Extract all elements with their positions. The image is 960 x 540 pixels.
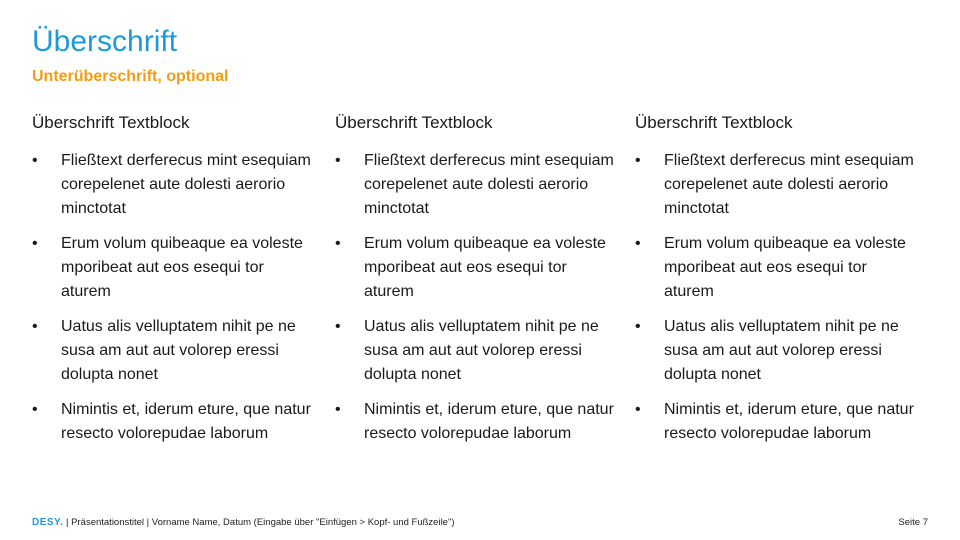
- list-item-text: Fließtext derferecus mint esequiam corepelenet aute dolesti aerorio minctotat: [664, 152, 914, 217]
- column-heading: Überschrift Textblock: [635, 113, 793, 132]
- list-item: [335, 398, 615, 446]
- list-item-text: Uatus alis velluptatem nihit pe ne susa am aut aut volorep eressi dolupta nonet: [664, 318, 899, 383]
- list-item: [635, 315, 915, 387]
- list-item: [335, 315, 615, 387]
- bullet-icon: •: [635, 318, 641, 335]
- footer: [32, 516, 928, 530]
- page-number: Seite 7: [898, 517, 928, 528]
- bullet-icon: •: [335, 235, 341, 252]
- list-item: [32, 149, 312, 221]
- list-item-text: Erum volum quibeaque ea voleste mporibeat aut eos esequi tor aturem: [61, 235, 303, 300]
- text-column-2: [335, 112, 615, 457]
- list-item-text: Fließtext derferecus mint esequiam corepelenet aute dolesti aerorio minctotat: [61, 152, 311, 217]
- list-item-text: Nimintis et, iderum eture, que natur resecto volorepudae laborum: [364, 401, 614, 442]
- bullet-icon: •: [32, 401, 38, 418]
- list-item-text: Nimintis et, iderum eture, que natur resecto volorepudae laborum: [664, 401, 914, 442]
- footer-text: | Präsentationstitel | Vorname Name, Datum (Eingabe über "Einfügen > Kopf- und Fußzeile"): [66, 517, 455, 528]
- bullet-icon: •: [635, 152, 641, 169]
- bullet-list: [335, 149, 615, 446]
- bullet-list: [32, 149, 312, 446]
- text-column-1: [32, 112, 312, 457]
- list-item: [635, 149, 915, 221]
- list-item: [335, 232, 615, 304]
- column-heading: Überschrift Textblock: [335, 113, 493, 132]
- bullet-list: [635, 149, 915, 446]
- list-item-text: Nimintis et, iderum eture, que natur resecto volorepudae laborum: [61, 401, 311, 442]
- list-item-text: Erum volum quibeaque ea voleste mporibeat aut eos esequi tor aturem: [664, 235, 906, 300]
- bullet-icon: •: [335, 152, 341, 169]
- bullet-icon: •: [32, 152, 38, 169]
- text-column-3: [635, 112, 915, 457]
- bullet-icon: •: [335, 401, 341, 418]
- list-item-text: Erum volum quibeaque ea voleste mporibeat aut eos esequi tor aturem: [364, 235, 606, 300]
- column-heading: Überschrift Textblock: [32, 113, 190, 132]
- list-item-text: Uatus alis velluptatem nihit pe ne susa am aut aut volorep eressi dolupta nonet: [364, 318, 599, 383]
- list-item: [335, 149, 615, 221]
- page-title: Überschrift: [32, 25, 178, 58]
- list-item: [32, 315, 312, 387]
- list-item-text: Uatus alis velluptatem nihit pe ne susa am aut aut volorep eressi dolupta nonet: [61, 318, 296, 383]
- bullet-icon: •: [635, 235, 641, 252]
- bullet-icon: •: [32, 235, 38, 252]
- desy-logo: DESY.: [32, 517, 64, 528]
- list-item: [32, 398, 312, 446]
- bullet-icon: •: [335, 318, 341, 335]
- list-item: [635, 232, 915, 304]
- list-item: [32, 232, 312, 304]
- list-item-text: Fließtext derferecus mint esequiam corepelenet aute dolesti aerorio minctotat: [364, 152, 614, 217]
- bullet-icon: •: [32, 318, 38, 335]
- bullet-icon: •: [635, 401, 641, 418]
- list-item: [635, 398, 915, 446]
- page-subtitle: Unterüberschrift, optional: [32, 68, 229, 85]
